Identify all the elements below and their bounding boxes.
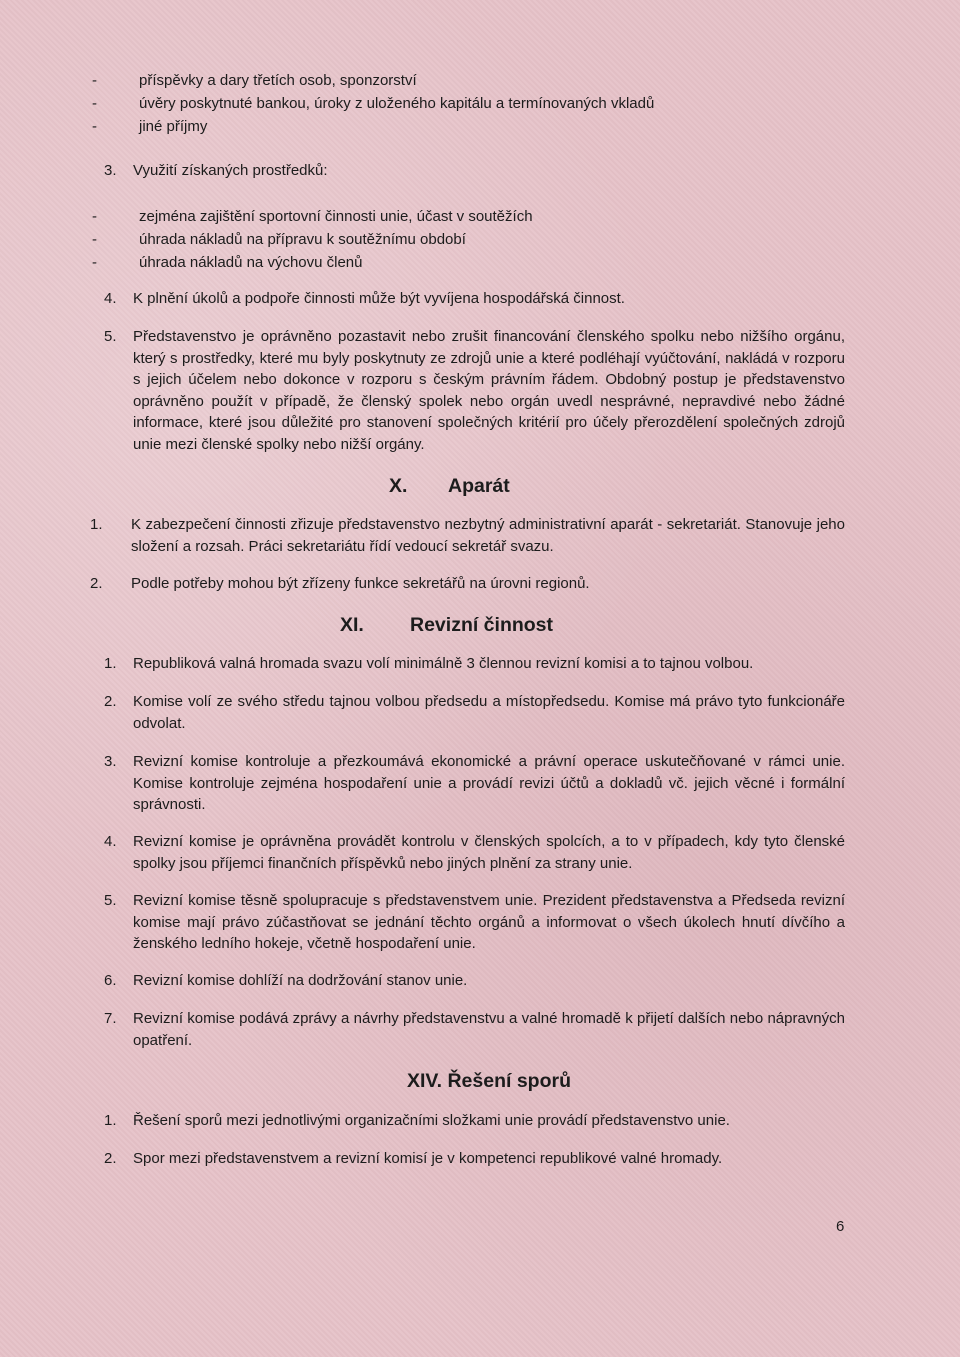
bullet-text: úhrada nákladů na výchovu členů [139, 254, 363, 271]
item-number: 5. [104, 328, 117, 345]
section-title: Revizní činnost [410, 614, 554, 636]
item-text: K plnění úkolů a podpoře činnosti může být vyvíjena hospodářská činnost. [133, 290, 625, 307]
item-text: Řešení sporů mezi jednotlivými organizačními složkami unie provádí představenstvo unie. [133, 1112, 730, 1129]
section-numeral: X. [389, 475, 408, 497]
section-heading: XIV. Řešení sporů [407, 1070, 572, 1092]
item-text: Spor mezi představenstvem a revizní komisí je v kompetenci republikové valné hromady. [133, 1150, 723, 1167]
item-number: 7. [104, 1010, 117, 1027]
paragraph: Představenstvo je oprávněno pozastavit nebo zrušit financování členského spolku nebo nižšího orgánu, který s prostředky, které mu byly poskytnuty ze zdrojů unie a které podléhají vyúčtování, nakládá v rozporu s jejich účelem nebo dokonce v rozporu s českým právním řádem. Obdobný postup je představenstvo oprávněno použít v případě, že členský spolek nebo orgán uvedl nesprávné, nepravdivé nebo žádné informace, které jsou důležité pro stanovení společných kritérií pro účely přerozdělení společných zdrojů unie mezi členské spolky nebo nižší orgány. [133, 328, 845, 453]
item-number: 3. [104, 162, 117, 179]
item-number: 3. [104, 753, 117, 770]
item-number: 5. [104, 892, 117, 909]
item-number: 1. [90, 516, 103, 533]
paragraph: Revizní komise podává zprávy a návrhy představenstvu a valné hromadě k přijetí dalších nebo nápravných opatření. [133, 1010, 845, 1049]
item-number: 6. [104, 972, 117, 989]
paragraph: K zabezpečení činnosti zřizuje představenstvo nezbytný administrativní aparát - sekretariát. Stanovuje jeho složení a rozsah. Práci sekretariátu řídí vedoucí sekretář svazu. [131, 516, 845, 555]
item-number: 1. [104, 655, 117, 672]
section-title: Aparát [448, 475, 510, 497]
item-number: 1. [104, 1112, 117, 1129]
bullet-text: úvěry poskytnuté bankou, úroky z uloženého kapitálu a termínovaných vkladů [139, 95, 655, 112]
paragraph: Revizní komise je oprávněna provádět kontrolu v členských spolcích, a to v případech, kdy tyto členské spolky jsou příjemci finančních příspěvků nebo jiných plnění za strany unie. [133, 833, 845, 872]
page-number: 6 [836, 1218, 845, 1235]
item-number: 2. [104, 693, 117, 710]
item-text: Revizní komise dohlíží na dodržování stanov unie. [133, 972, 468, 989]
bullet-text: příspěvky a dary třetích osob, sponzorství [139, 72, 417, 89]
item-text: Podle potřeby mohou být zřízeny funkce sekretářů na úrovni regionů. [131, 575, 590, 592]
section-numeral: XI. [340, 614, 364, 636]
item-number: 2. [90, 575, 103, 592]
paragraph: Revizní komise kontroluje a přezkoumává ekonomické a právní operace uskutečňované v rámci unie. Komise kontroluje zejména hospodaření unie a provádí revizi účtů a dokladů vč. jejich věcné i formální správnosti. [133, 753, 845, 813]
bullet-text: jiné příjmy [139, 118, 208, 135]
bullet-text: úhrada nákladů na přípravu k soutěžnímu období [139, 231, 466, 248]
bullet-text: zejména zajištění sportovní činnosti unie, účast v soutěžích [139, 208, 533, 225]
item-text: Využití získaných prostředků: [133, 162, 328, 179]
item-number: 2. [104, 1150, 117, 1167]
item-number: 4. [104, 290, 117, 307]
item-number: 4. [104, 833, 117, 850]
document-page: - příspěvky a dary třetích osob, sponzorství - úvěry poskytnuté bankou, úroky z uloženého kapitálu a termínovaných vkladů - jiné příjmy 3. Využití získaných prostředků: - zejména zajištění sportovní činnosti unie, účast v soutěžích - úhrada nákladů na přípravu k soutěžnímu období - úhrada nákladů na výchovu členů 4. K plnění úkolů a podpoře činnosti může být vyvíjena hospodářská činnost. 5. Představenstvo je oprávněno pozastavit nebo zrušit financování členského spolku nebo nižšího orgánu, který s prostředky, které mu byly poskytnuty ze zdrojů unie a které podléhají vyúčtování, nakládá v rozporu s jejich účelem nebo dokonce v rozporu s českým právním řádem. Obdobný postup je představenstvo oprávněno použít v případě, že členský spolek nebo orgán uvedl nesprávné, nepravdivé nebo žádné informace, které jsou důležité pro stanovení společných kritérií pro účely přerozdělení společných zdrojů unie mezi členské spolky nebo nižší orgány. X. Aparát 1. K zabezpečení činnosti zřizuje představenstvo nezbytný administrativní aparát - sekretariát. Stanovuje jeho složení a rozsah. Práci sekretariátu řídí vedoucí sekretář svazu. 2. Podle potřeby mohou být zřízeny funkce sekretářů na úrovni regionů. XI. Revizní činnost 1. Republiková valná hromada svazu volí minimálně 3 člennou revizní komisi a to tajnou volbou. 2. Komise volí ze svého středu tajnou volbou předsedu a místopředsedu. Komise má právo tyto funkcionáře odvolat. 3. Revizní komise kontroluje a přezkoumává ekonomické a právní operace uskutečňované v rámci unie. Komise kontroluje zejména hospodaření unie a provádí revizi účtů a dokladů vč. jejich věcné i formální správnosti. 4. Revizní komise je oprávněna provádět kontrolu v členských spolcích, a to v případech, kdy tyto členské spolky jsou příjemci finančních příspěvků nebo jiných plnění za strany unie. 5. Revizní komise těsně spolupracuje s představenstvem unie. Prezident představenstva a Předseda revizní komise mají právo zúčastňovat se jednání těchto orgánů a informovat o všech úkolech hnutí dívčího a ženského ledního hokeje, včetně hospodaření unie. 6. Revizní komise dohlíží na dodržování stanov unie. 7. Revizní komise podává zprávy a návrhy představenstvu a valné hromadě k přijetí dalších nebo nápravných opatření. XIV. Řešení sporů 1. Řešení sporů mezi jednotlivými organizačními složkami unie provádí představenstvo unie. 2. Spor mezi představenstvem a revizní komisí je v kompetenci republikové valné hromady. 6 [90, 72, 845, 1235]
paragraph: Revizní komise těsně spolupracuje s představenstvem unie. Prezident představenstva a Předseda revizní komise mají právo zúčastňovat se jednání těchto orgánů a informovat o všech úkolech hnutí dívčího a ženského ledního hokeje, včetně hospodaření unie. [133, 892, 845, 952]
item-text: Republiková valná hromada svazu volí minimálně 3 člennou revizní komisi a to tajnou volbou. [133, 655, 754, 672]
section-heading [389, 474, 510, 498]
paragraph: Komise volí ze svého středu tajnou volbou předsedu a místopředsedu. Komise má právo tyto funkcionáře odvolat. [133, 693, 845, 732]
section-heading [340, 613, 554, 637]
